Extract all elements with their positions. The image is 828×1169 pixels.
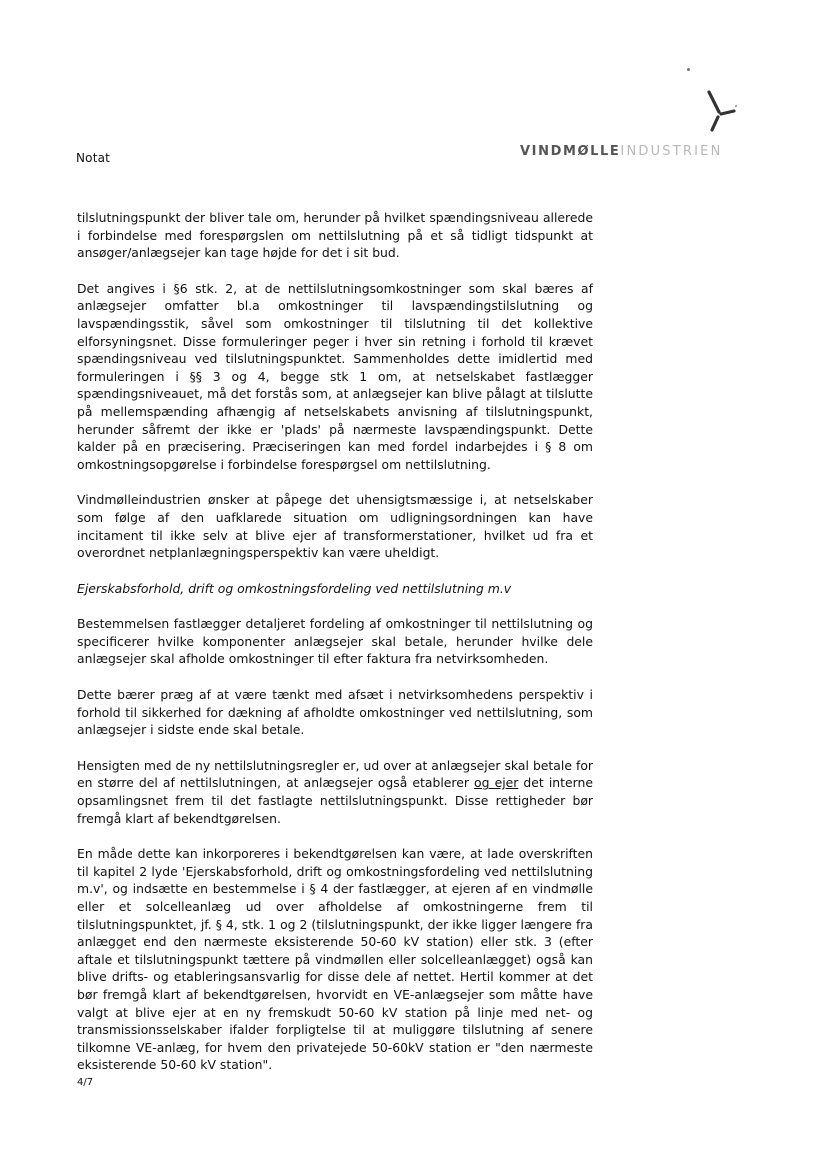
paragraph-1: tilslutningspunkt der bliver tale om, herunder på hvilket spændingsniveau allerede i forbindelse med forespørgslen om nettilslutning på et så tidligt tidspunkt at ansøger/anlægsejer kan tage højde for det i sit bud. (77, 210, 593, 261)
logo-wordmark (520, 144, 723, 159)
underlined-phrase: og ejer (474, 775, 519, 791)
paragraph-3: Vindmølleindustrien ønsker at påpege det uhensigtsmæssige i, at netselskaber som følge af den uafklarede situation om udligningsordningen kan have incitament til ikke selv at blive ejer af transformerstationer, hvilket ud fra et overordnet netplanlægningsperspektiv kan være uheldigt. (77, 492, 593, 561)
document-body (77, 209, 593, 1074)
paragraph-4: Bestemmelsen fastlægger detaljeret fordeling af omkostninger til nettilslutning og specificerer hvilke komponenter anlægsejer skal betale, herunder hvilke dele anlægsejer skal afholde omkostninger til efter faktura fra netvirksomheden. (77, 616, 593, 667)
paragraph-6-part-2: det interne opsamlingsnet frem til det fastlagte nettilslutningspunkt. Disse rettigheder bør fremgå klart af bekendtgørelsen. (77, 775, 593, 826)
paragraph-6-part-1: Hensigten med de ny nettilslutningsregler er, ud over at anlægsejer skal betale for en større del af nettilslutningen, at anlægsejer også etablerer (77, 757, 593, 791)
wind-turbine-icon (703, 84, 743, 138)
logo-wordmark-light: INDUSTRIEN (620, 144, 723, 159)
paragraph-5: Dette bærer præg af at være tænkt med afsæt i netvirksomhedens perspektiv i forhold til sikkerhed for dækning af afholdte omkostninger ved nettilslutning, som anlægsejer i sidste ende skal betale. (77, 687, 593, 738)
paragraph-2: Det angives i §6 stk. 2, at de nettilslutningsomkostninger som skal bæres af anlægsejer omfatter bl.a omkostninger til lavspændingstilslutning og lavspændingsstik, såvel som omkostninger til tilslutning til det kollektive elforsyningsnet. Disse formuleringer peger i hver sin retning i forhold til krævet spændingsniveau ved tilslutningspunktet. Sammenholdes dette imidlertid med formuleringen i §§ 3 og 4, begge stk 1 om, at netselskabet fastlægger spændingsniveauet, må det forstås som, at anlægsejer kan blive pålagt at tilslutte på mellemspænding afhængig af netselskabets anvisning af tilslutningspunkt, herunder såfremt der ikke er 'plads' på nærmeste lavspændingspunkt. Dette kalder på en præcisering. Præciseringen kan med fordel indarbejdes i § 8 om omkostningsopgørelse i forbindelse forespørgsel om nettilslutning. (77, 280, 593, 472)
section-heading: Ejerskabsforhold, drift og omkostningsfordeling ved nettilslutning m.v (77, 580, 512, 596)
company-logo (520, 84, 750, 164)
page-number: 4/7 (77, 1077, 94, 1088)
paragraph-6 (77, 757, 593, 827)
logo-wordmark-strong: VINDMØLLE (520, 144, 621, 159)
document-type-label: Notat (76, 151, 111, 165)
paragraph-7: En måde dette kan inkorporeres i bekendtgørelsen kan være, at lade overskriften til kapitel 2 lyde 'Ejerskabsforhold, drift og omkostningsfordeling ved nettilslutning m.v', og indsætte en bestemmelse i § 4 der fastlægger, at ejeren af en vindmølle eller et solcelleanlæg ud over afholdelse af omkostningerne frem til tilslutningspunktet, jf. § 4, stk. 1 og 2 (tilslutningspunkt, der ikke ligger længere fra anlægget end den nærmeste eksisterende 50-60 kV station) eller stk. 3 (efter aftale et tilslutningspunkt tættere på vindmøllen eller solcelleanlægget) også kan blive drifts- og etableringsansvarlig for disse dele af nettet. Hertil kommer at det bør fremgå klart af bekendtgørelsen, hvorvidt en VE-anlægsejer som måtte have valgt at blive ejer at en ny fremskudt 50-60 kV station på linje med net- og transmissionsselskaber ifalder forpligtelse til at muliggøre tilslutning af senere tilkomne VE-anlæg, for hvem den privatejede 50-60kV station er "den nærmeste eksisterende 50-60 kV station". (77, 846, 593, 1073)
decorative-dot (687, 68, 690, 71)
